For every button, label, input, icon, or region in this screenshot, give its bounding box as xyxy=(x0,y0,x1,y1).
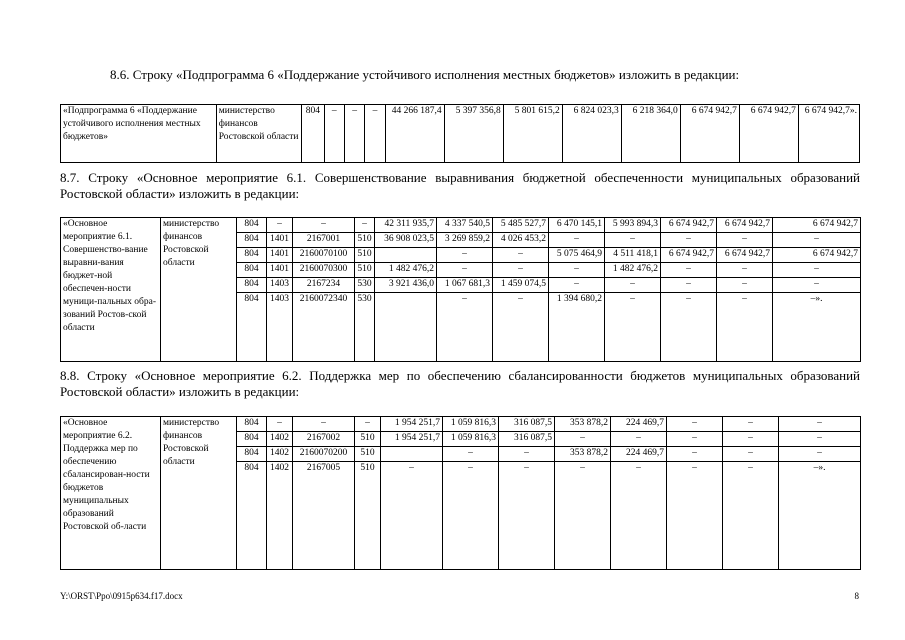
table-cell: – xyxy=(667,432,723,447)
table-cell: 5 075 464,9 xyxy=(549,248,605,263)
table-cell: – xyxy=(344,105,364,163)
table-cell: 1 954 251,7 xyxy=(381,417,443,432)
table-cell: 2160072340 xyxy=(293,293,355,362)
table-cell: – xyxy=(293,218,355,233)
paragraph-8-8: 8.8. Строку «Основное мероприятие 6.2. Поддержка мер по обеспечению сбалансированности бюджетов муниципальных образований Ростовской области» изложить в редакции: xyxy=(60,368,860,399)
table-cell: – xyxy=(667,447,723,462)
table-cell: 6 674 942,7 xyxy=(739,105,798,163)
table-cell: 4 026 453,2 xyxy=(493,233,549,248)
table-cell: – xyxy=(717,293,773,362)
table-cell: – xyxy=(611,432,667,447)
table-cell: – xyxy=(549,263,605,278)
table-cell: 1401 xyxy=(267,248,293,263)
table-cell: – xyxy=(779,432,861,447)
table-cell: 6 674 942,7 xyxy=(717,248,773,263)
table-cell: 2167005 xyxy=(293,462,355,570)
table-cell: – xyxy=(605,278,661,293)
table-cell: – xyxy=(324,105,344,163)
table-cell: – xyxy=(611,462,667,570)
table-cell: – xyxy=(555,462,611,570)
table-cell: – xyxy=(773,278,861,293)
table-cell: 804 xyxy=(237,462,267,570)
paragraph-8-6: 8.6. Строку «Подпрограмма 6 «Поддержание устойчивого исполнения местных бюджетов» изложить в редакции: xyxy=(110,67,740,82)
table-cell: – xyxy=(661,263,717,278)
table-cell: 5 993 894,3 xyxy=(605,218,661,233)
table-cell: 42 311 935,7 xyxy=(375,218,437,233)
table-cell: 1 394 680,2 xyxy=(549,293,605,362)
table-cell: 1 482 476,2 xyxy=(605,263,661,278)
table-measure-6-2 xyxy=(60,416,861,570)
table-cell: 3 921 436,0 xyxy=(375,278,437,293)
table-cell: 353 878,2 xyxy=(555,417,611,432)
table-cell: 804 xyxy=(237,432,267,447)
table-cell: – xyxy=(381,462,443,570)
table-cell: 1 059 816,3 xyxy=(443,432,499,447)
table-row xyxy=(61,105,860,163)
table-cell: 4 337 540,5 xyxy=(437,218,493,233)
table-cell: 804 xyxy=(237,233,267,248)
table-cell: 510 xyxy=(355,447,381,462)
table-cell: 1402 xyxy=(267,447,293,462)
table-cell: – xyxy=(723,447,779,462)
table-cell: 316 087,5 xyxy=(499,432,555,447)
table-subprogram-6 xyxy=(60,104,860,163)
table-cell: 2160070100 xyxy=(293,248,355,263)
table-cell: 36 908 023,5 xyxy=(375,233,437,248)
table-cell: 1403 xyxy=(267,278,293,293)
table-cell: 804 xyxy=(302,105,324,163)
table-cell: 2167002 xyxy=(293,432,355,447)
table-cell: – xyxy=(667,417,723,432)
table-cell: – xyxy=(549,278,605,293)
table-cell: – xyxy=(493,248,549,263)
table-cell: 510 xyxy=(355,233,375,248)
table-measure-6-1 xyxy=(60,217,861,362)
table-cell: 2160070200 xyxy=(293,447,355,462)
table-cell: 1401 xyxy=(267,233,293,248)
table-cell: – xyxy=(779,417,861,432)
table-cell: 510 xyxy=(355,462,381,570)
table-cell: – xyxy=(773,233,861,248)
table-cell: 804 xyxy=(237,293,267,362)
table-cell: 1402 xyxy=(267,462,293,570)
paragraph-8-7: 8.7. Строку «Основное мероприятие 6.1. Совершенствование выравнивания бюджетной обеспеченности муниципальных образований Ростовской области» изложить в редакции: xyxy=(60,170,860,201)
table-cell: – xyxy=(661,278,717,293)
table-cell: – xyxy=(493,293,549,362)
table-cell: 2160070300 xyxy=(293,263,355,278)
table-cell: – xyxy=(555,432,611,447)
table-cell: –». xyxy=(773,293,861,362)
table-cell: 6 674 942,7 xyxy=(680,105,739,163)
table-cell: 804 xyxy=(237,278,267,293)
table-cell: 316 087,5 xyxy=(499,417,555,432)
table-cell: – xyxy=(717,263,773,278)
measure-name-cell: «Подпрограмма 6 «Поддержание устойчивого исполнения местных бюджетов» xyxy=(61,105,217,163)
table-cell: 3 269 859,2 xyxy=(437,233,493,248)
table-cell: 6 470 145,1 xyxy=(549,218,605,233)
table-cell: – xyxy=(499,462,555,570)
table-cell: – xyxy=(355,417,381,432)
table-cell: – xyxy=(717,278,773,293)
table-cell: – xyxy=(773,263,861,278)
table-cell: – xyxy=(365,105,385,163)
table-cell: 5 801 615,2 xyxy=(503,105,562,163)
table-cell xyxy=(381,447,443,462)
table-cell: 1 067 681,3 xyxy=(437,278,493,293)
table-cell: 804 xyxy=(237,447,267,462)
table-cell: – xyxy=(437,263,493,278)
table-cell: 1402 xyxy=(267,432,293,447)
table-cell: 6 674 942,7». xyxy=(798,105,859,163)
table-cell: 5 397 356,8 xyxy=(444,105,503,163)
table-cell: 804 xyxy=(237,417,267,432)
table-cell: 804 xyxy=(237,248,267,263)
table-cell xyxy=(375,248,437,263)
table-cell: 1401 xyxy=(267,263,293,278)
table-cell: 2167001 xyxy=(293,233,355,248)
table-cell: 530 xyxy=(355,278,375,293)
table-cell: – xyxy=(723,432,779,447)
table-cell: 224 469,7 xyxy=(611,447,667,462)
table-cell: 530 xyxy=(355,293,375,362)
table-cell: – xyxy=(661,233,717,248)
table-cell: – xyxy=(443,462,499,570)
measure-name-cell: «Основное мероприятие 6.2. Поддержка мер по обеспечению сбалансирован-ности бюджетов муниципальных образований Ростовской об-ласти xyxy=(61,417,161,570)
table-row xyxy=(61,417,861,432)
table-cell: 224 469,7 xyxy=(611,417,667,432)
table-row xyxy=(61,218,861,233)
table-cell: – xyxy=(667,462,723,570)
table-cell: 804 xyxy=(237,263,267,278)
table-cell: 1 954 251,7 xyxy=(381,432,443,447)
measure-name-cell: «Основное мероприятие 6.1. Совершенство-вание выравни-вания бюджет-ной обеспечен-ности муници-пальных обра-зований Ростов-ской области xyxy=(61,218,161,362)
table-cell: 44 266 187,4 xyxy=(385,105,444,163)
table-cell: 6 674 942,7 xyxy=(773,248,861,263)
table-cell: – xyxy=(605,233,661,248)
table-cell: – xyxy=(437,248,493,263)
executor-cell: министерство финансов Ростовской области xyxy=(216,105,301,163)
table-cell: 6 674 942,7 xyxy=(661,218,717,233)
table-cell: – xyxy=(723,417,779,432)
page-number: 8 xyxy=(854,591,859,601)
table-cell: 353 878,2 xyxy=(555,447,611,462)
table-cell: – xyxy=(267,417,293,432)
table-cell: 1 482 476,2 xyxy=(375,263,437,278)
table-cell: – xyxy=(549,233,605,248)
table-cell: 1403 xyxy=(267,293,293,362)
table-cell: 2167234 xyxy=(293,278,355,293)
table-cell: 510 xyxy=(355,432,381,447)
table-cell: – xyxy=(437,293,493,362)
table-cell xyxy=(375,293,437,362)
table-cell: 804 xyxy=(237,218,267,233)
table-cell: 1 459 074,5 xyxy=(493,278,549,293)
table-cell: 4 511 418,1 xyxy=(605,248,661,263)
table-cell: 6 674 942,7 xyxy=(773,218,861,233)
table-cell: 6 674 942,7 xyxy=(661,248,717,263)
table-cell: 5 485 527,7 xyxy=(493,218,549,233)
table-cell: 6 218 364,0 xyxy=(621,105,680,163)
table-cell: – xyxy=(605,293,661,362)
table-cell: 6 674 942,7 xyxy=(717,218,773,233)
table-cell: –». xyxy=(779,462,861,570)
table-cell: 510 xyxy=(355,248,375,263)
table-cell: – xyxy=(661,293,717,362)
table-cell: 510 xyxy=(355,263,375,278)
table-cell: 6 824 023,3 xyxy=(562,105,621,163)
table-cell: – xyxy=(717,233,773,248)
table-cell: 1 059 816,3 xyxy=(443,417,499,432)
footer-file-path: Y:\ORST\Ppo\0915p634.f17.docx xyxy=(60,591,183,601)
table-cell: – xyxy=(355,218,375,233)
table-cell: – xyxy=(293,417,355,432)
table-cell: – xyxy=(267,218,293,233)
executor-cell: министерство финансов Ростовской области xyxy=(161,417,237,570)
executor-cell: министерство финансов Ростовской области xyxy=(161,218,237,362)
table-cell: – xyxy=(723,462,779,570)
table-cell: – xyxy=(493,263,549,278)
table-cell: – xyxy=(443,447,499,462)
table-cell: – xyxy=(779,447,861,462)
table-cell: – xyxy=(499,447,555,462)
